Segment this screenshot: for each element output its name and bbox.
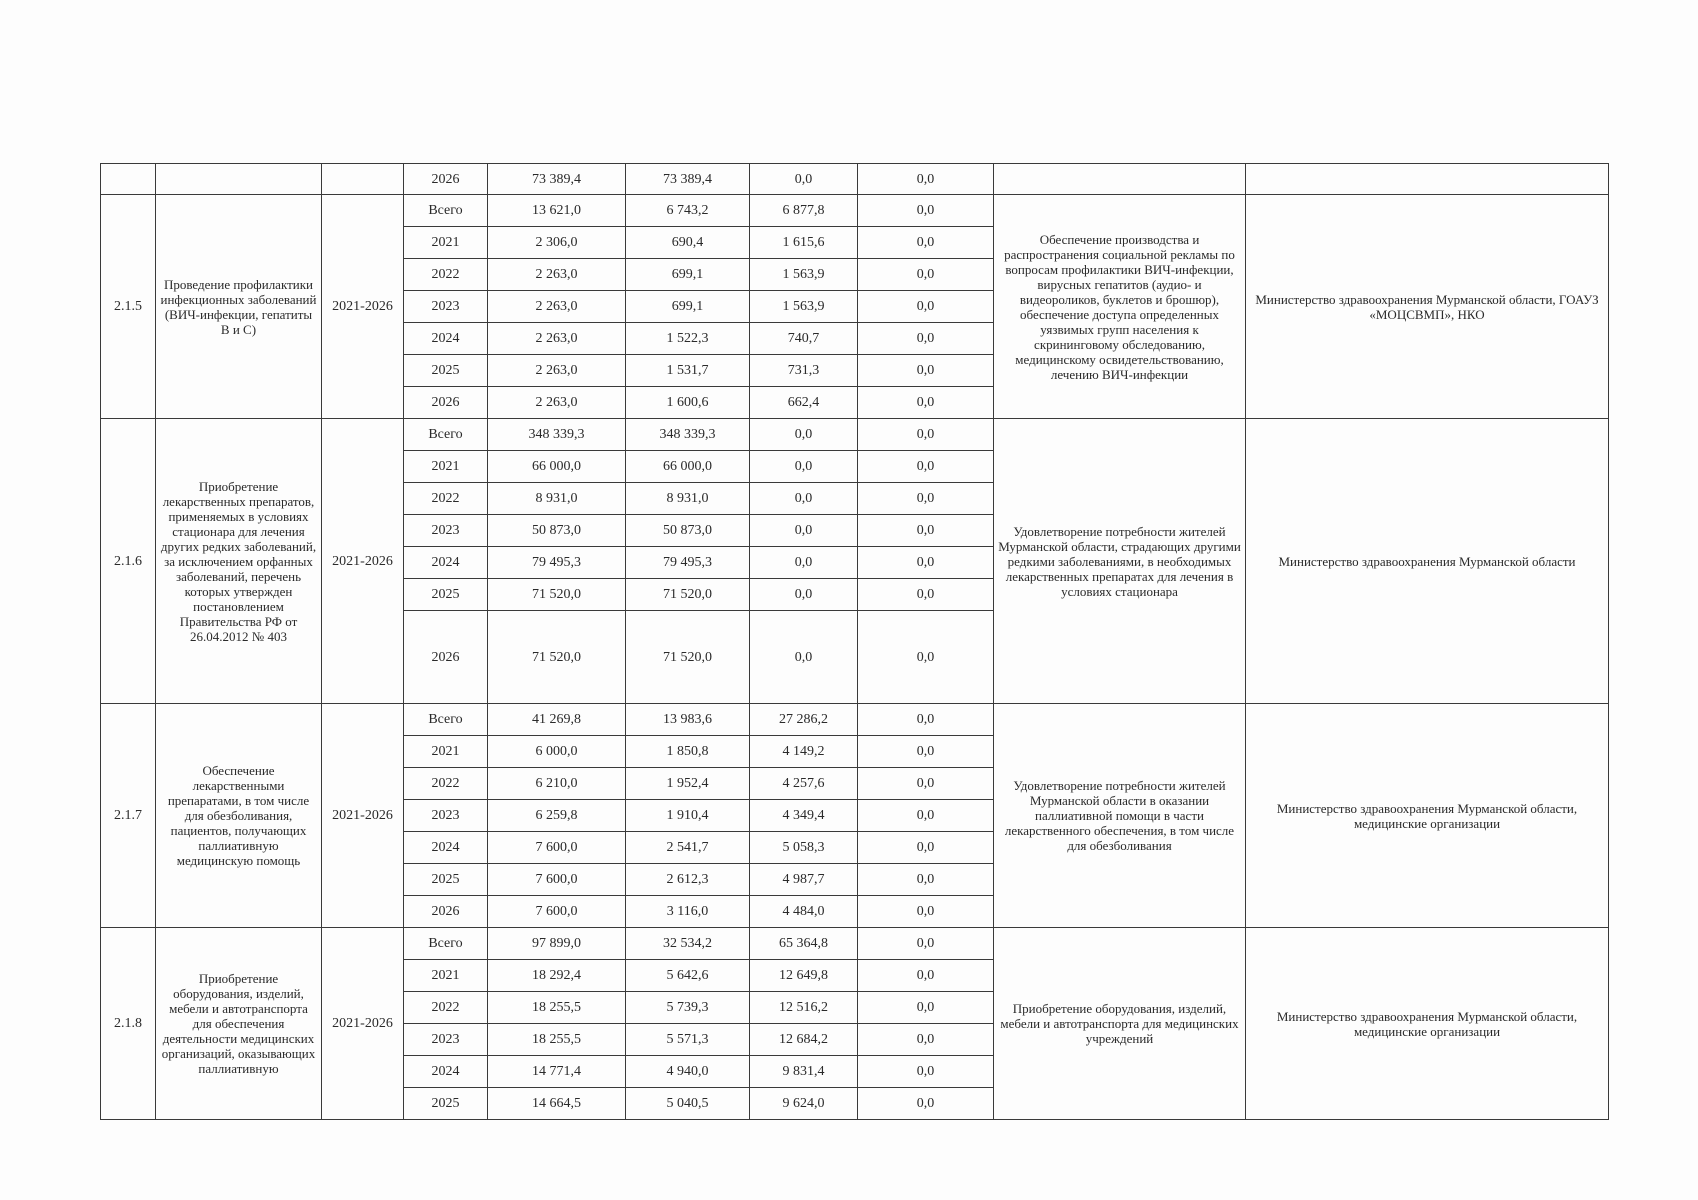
cell-empty xyxy=(322,164,404,195)
cell-other: 0,0 xyxy=(858,832,994,864)
cell-federal: 0,0 xyxy=(750,483,858,515)
cell-year: 2024 xyxy=(404,1056,488,1088)
cell-year: Всего xyxy=(404,419,488,451)
cell-other: 0,0 xyxy=(858,704,994,736)
cell-federal: 0,0 xyxy=(750,515,858,547)
cell-measure-name: Приобретение оборудования, изделий, мебели и автотранспорта для обеспечения деятельности медицинских организаций, оказывающих паллиативную xyxy=(156,928,322,1120)
cell-other: 0,0 xyxy=(858,992,994,1024)
table-body xyxy=(101,164,1609,1120)
cell-other: 0,0 xyxy=(858,579,994,611)
cell-regional: 699,1 xyxy=(626,291,750,323)
cell-other: 0,0 xyxy=(858,736,994,768)
cell-regional: 690,4 xyxy=(626,227,750,259)
cell-total: 6 000,0 xyxy=(488,736,626,768)
cell-year: 2025 xyxy=(404,579,488,611)
cell-year: 2022 xyxy=(404,483,488,515)
cell-federal: 4 484,0 xyxy=(750,896,858,928)
cell-other: 0,0 xyxy=(858,483,994,515)
cell-regional: 4 940,0 xyxy=(626,1056,750,1088)
cell-code: 2.1.6 xyxy=(101,419,156,704)
cell-other: 0,0 xyxy=(858,355,994,387)
cell-other: 0,0 xyxy=(858,611,994,704)
table-row xyxy=(101,164,1609,195)
cell-year: 2021 xyxy=(404,227,488,259)
cell-regional: 1 910,4 xyxy=(626,800,750,832)
cell-other: 0,0 xyxy=(858,387,994,419)
cell-federal: 1 563,9 xyxy=(750,291,858,323)
cell-regional: 71 520,0 xyxy=(626,579,750,611)
cell-total: 7 600,0 xyxy=(488,864,626,896)
cell-year: 2026 xyxy=(404,164,488,195)
cell-executor: Министерство здравоохранения Мурманской области, медицинские организации xyxy=(1246,928,1609,1120)
cell-year: 2023 xyxy=(404,1024,488,1056)
cell-period: 2021-2026 xyxy=(322,195,404,419)
cell-federal: 0,0 xyxy=(750,611,858,704)
cell-code: 2.1.5 xyxy=(101,195,156,419)
cell-total: 41 269,8 xyxy=(488,704,626,736)
cell-empty xyxy=(156,164,322,195)
cell-regional: 348 339,3 xyxy=(626,419,750,451)
cell-federal: 4 257,6 xyxy=(750,768,858,800)
cell-other: 0,0 xyxy=(858,195,994,227)
cell-total: 66 000,0 xyxy=(488,451,626,483)
cell-federal: 4 987,7 xyxy=(750,864,858,896)
cell-regional: 699,1 xyxy=(626,259,750,291)
cell-federal: 0,0 xyxy=(750,164,858,195)
cell-federal: 1 615,6 xyxy=(750,227,858,259)
cell-total: 14 664,5 xyxy=(488,1088,626,1120)
cell-measure-name: Обеспечение лекарственными препаратами, в том числе для обезболивания, пациентов, получающих паллиативную медицинскую помощь xyxy=(156,704,322,928)
cell-total: 2 306,0 xyxy=(488,227,626,259)
cell-federal: 6 877,8 xyxy=(750,195,858,227)
cell-total: 71 520,0 xyxy=(488,611,626,704)
cell-other: 0,0 xyxy=(858,896,994,928)
cell-year: 2023 xyxy=(404,800,488,832)
cell-total: 2 263,0 xyxy=(488,323,626,355)
cell-year: 2024 xyxy=(404,547,488,579)
cell-total: 2 263,0 xyxy=(488,259,626,291)
cell-year: 2025 xyxy=(404,355,488,387)
cell-federal: 5 058,3 xyxy=(750,832,858,864)
cell-federal: 731,3 xyxy=(750,355,858,387)
cell-federal: 0,0 xyxy=(750,419,858,451)
cell-regional: 73 389,4 xyxy=(626,164,750,195)
cell-period: 2021-2026 xyxy=(322,928,404,1120)
cell-regional: 2 541,7 xyxy=(626,832,750,864)
cell-executor: Министерство здравоохранения Мурманской области, ГОАУЗ «МОЦСВМП», НКО xyxy=(1246,195,1609,419)
cell-year: 2026 xyxy=(404,896,488,928)
cell-regional: 6 743,2 xyxy=(626,195,750,227)
cell-federal: 12 516,2 xyxy=(750,992,858,1024)
cell-total: 6 259,8 xyxy=(488,800,626,832)
cell-executor: Министерство здравоохранения Мурманской области xyxy=(1246,419,1609,704)
cell-total: 7 600,0 xyxy=(488,832,626,864)
cell-other: 0,0 xyxy=(858,928,994,960)
cell-total: 2 263,0 xyxy=(488,291,626,323)
cell-other: 0,0 xyxy=(858,451,994,483)
cell-regional: 32 534,2 xyxy=(626,928,750,960)
budget-table xyxy=(100,163,1609,1120)
cell-year: Всего xyxy=(404,928,488,960)
cell-total: 18 255,5 xyxy=(488,1024,626,1056)
cell-regional: 79 495,3 xyxy=(626,547,750,579)
cell-federal: 662,4 xyxy=(750,387,858,419)
table-row xyxy=(101,419,1609,451)
cell-empty xyxy=(1246,164,1609,195)
cell-federal: 0,0 xyxy=(750,451,858,483)
cell-executor: Министерство здравоохранения Мурманской области, медицинские организации xyxy=(1246,704,1609,928)
cell-total: 50 873,0 xyxy=(488,515,626,547)
cell-regional: 13 983,6 xyxy=(626,704,750,736)
cell-regional: 1 531,7 xyxy=(626,355,750,387)
cell-regional: 1 522,3 xyxy=(626,323,750,355)
table-row xyxy=(101,928,1609,960)
cell-federal: 1 563,9 xyxy=(750,259,858,291)
cell-regional: 3 116,0 xyxy=(626,896,750,928)
cell-regional: 5 040,5 xyxy=(626,1088,750,1120)
cell-total: 13 621,0 xyxy=(488,195,626,227)
cell-expected-result: Удовлетворение потребности жителей Мурманской области в оказании паллиативной помощи в части лекарственного обеспечения, в том числе для обезболивания xyxy=(994,704,1246,928)
cell-federal: 65 364,8 xyxy=(750,928,858,960)
cell-year: 2026 xyxy=(404,611,488,704)
cell-total: 6 210,0 xyxy=(488,768,626,800)
cell-total: 2 263,0 xyxy=(488,355,626,387)
cell-period: 2021-2026 xyxy=(322,704,404,928)
cell-regional: 8 931,0 xyxy=(626,483,750,515)
cell-expected-result: Удовлетворение потребности жителей Мурманской области, страдающих другими редкими заболеваниями, в необходимых лекарственных препаратах для лечения в условиях стационара xyxy=(994,419,1246,704)
cell-federal: 9 831,4 xyxy=(750,1056,858,1088)
cell-other: 0,0 xyxy=(858,960,994,992)
cell-other: 0,0 xyxy=(858,864,994,896)
cell-year: 2024 xyxy=(404,832,488,864)
cell-other: 0,0 xyxy=(858,1024,994,1056)
cell-federal: 12 684,2 xyxy=(750,1024,858,1056)
cell-regional: 66 000,0 xyxy=(626,451,750,483)
cell-other: 0,0 xyxy=(858,164,994,195)
cell-total: 348 339,3 xyxy=(488,419,626,451)
cell-year: 2025 xyxy=(404,864,488,896)
cell-total: 79 495,3 xyxy=(488,547,626,579)
cell-other: 0,0 xyxy=(858,1088,994,1120)
cell-regional: 50 873,0 xyxy=(626,515,750,547)
cell-other: 0,0 xyxy=(858,800,994,832)
cell-total: 97 899,0 xyxy=(488,928,626,960)
cell-empty xyxy=(101,164,156,195)
cell-regional: 2 612,3 xyxy=(626,864,750,896)
cell-year: 2021 xyxy=(404,960,488,992)
cell-code: 2.1.7 xyxy=(101,704,156,928)
cell-year: 2021 xyxy=(404,736,488,768)
cell-federal: 0,0 xyxy=(750,547,858,579)
table-row xyxy=(101,195,1609,227)
cell-total: 8 931,0 xyxy=(488,483,626,515)
cell-federal: 9 624,0 xyxy=(750,1088,858,1120)
cell-year: 2022 xyxy=(404,259,488,291)
cell-total: 2 263,0 xyxy=(488,387,626,419)
cell-year: 2022 xyxy=(404,768,488,800)
cell-total: 14 771,4 xyxy=(488,1056,626,1088)
cell-federal: 4 149,2 xyxy=(750,736,858,768)
cell-other: 0,0 xyxy=(858,259,994,291)
cell-federal: 27 286,2 xyxy=(750,704,858,736)
cell-year: 2021 xyxy=(404,451,488,483)
cell-empty xyxy=(994,164,1246,195)
cell-other: 0,0 xyxy=(858,227,994,259)
cell-federal: 4 349,4 xyxy=(750,800,858,832)
cell-measure-name: Приобретение лекарственных препаратов, применяемых в условиях стационара для лечения других редких заболеваний, за исключением орфанных заболеваний, перечень которых утвержден постановлением Правительства РФ от 26.04.2012 № 403 xyxy=(156,419,322,704)
cell-other: 0,0 xyxy=(858,291,994,323)
cell-year: Всего xyxy=(404,195,488,227)
cell-regional: 1 952,4 xyxy=(626,768,750,800)
cell-other: 0,0 xyxy=(858,768,994,800)
cell-other: 0,0 xyxy=(858,323,994,355)
cell-total: 73 389,4 xyxy=(488,164,626,195)
cell-expected-result: Приобретение оборудования, изделий, мебели и автотранспорта для медицинских учреждений xyxy=(994,928,1246,1120)
cell-year: 2024 xyxy=(404,323,488,355)
cell-regional: 5 642,6 xyxy=(626,960,750,992)
cell-year: 2025 xyxy=(404,1088,488,1120)
cell-measure-name: Проведение профилактики инфекционных заболеваний (ВИЧ-инфекции, гепатиты В и С) xyxy=(156,195,322,419)
cell-regional: 5 739,3 xyxy=(626,992,750,1024)
cell-total: 7 600,0 xyxy=(488,896,626,928)
cell-year: 2023 xyxy=(404,515,488,547)
cell-total: 18 255,5 xyxy=(488,992,626,1024)
cell-total: 18 292,4 xyxy=(488,960,626,992)
cell-federal: 12 649,8 xyxy=(750,960,858,992)
cell-regional: 5 571,3 xyxy=(626,1024,750,1056)
cell-other: 0,0 xyxy=(858,419,994,451)
cell-regional: 71 520,0 xyxy=(626,611,750,704)
cell-regional: 1 600,6 xyxy=(626,387,750,419)
cell-other: 0,0 xyxy=(858,547,994,579)
table-row xyxy=(101,704,1609,736)
cell-total: 71 520,0 xyxy=(488,579,626,611)
cell-year: 2022 xyxy=(404,992,488,1024)
cell-regional: 1 850,8 xyxy=(626,736,750,768)
cell-year: 2026 xyxy=(404,387,488,419)
cell-year: Всего xyxy=(404,704,488,736)
cell-other: 0,0 xyxy=(858,515,994,547)
cell-federal: 740,7 xyxy=(750,323,858,355)
cell-period: 2021-2026 xyxy=(322,419,404,704)
cell-code: 2.1.8 xyxy=(101,928,156,1120)
cell-year: 2023 xyxy=(404,291,488,323)
cell-expected-result: Обеспечение производства и распространения социальной рекламы по вопросам профилактики ВИЧ-инфекции, вирусных гепатитов (аудио- и видеороликов, буклетов и брошюр), обеспечение доступа определенных уязвимых групп населения к скрининговому обследованию, медицинскому освидетельствованию, лечению ВИЧ-инфекции xyxy=(994,195,1246,419)
cell-other: 0,0 xyxy=(858,1056,994,1088)
cell-federal: 0,0 xyxy=(750,579,858,611)
